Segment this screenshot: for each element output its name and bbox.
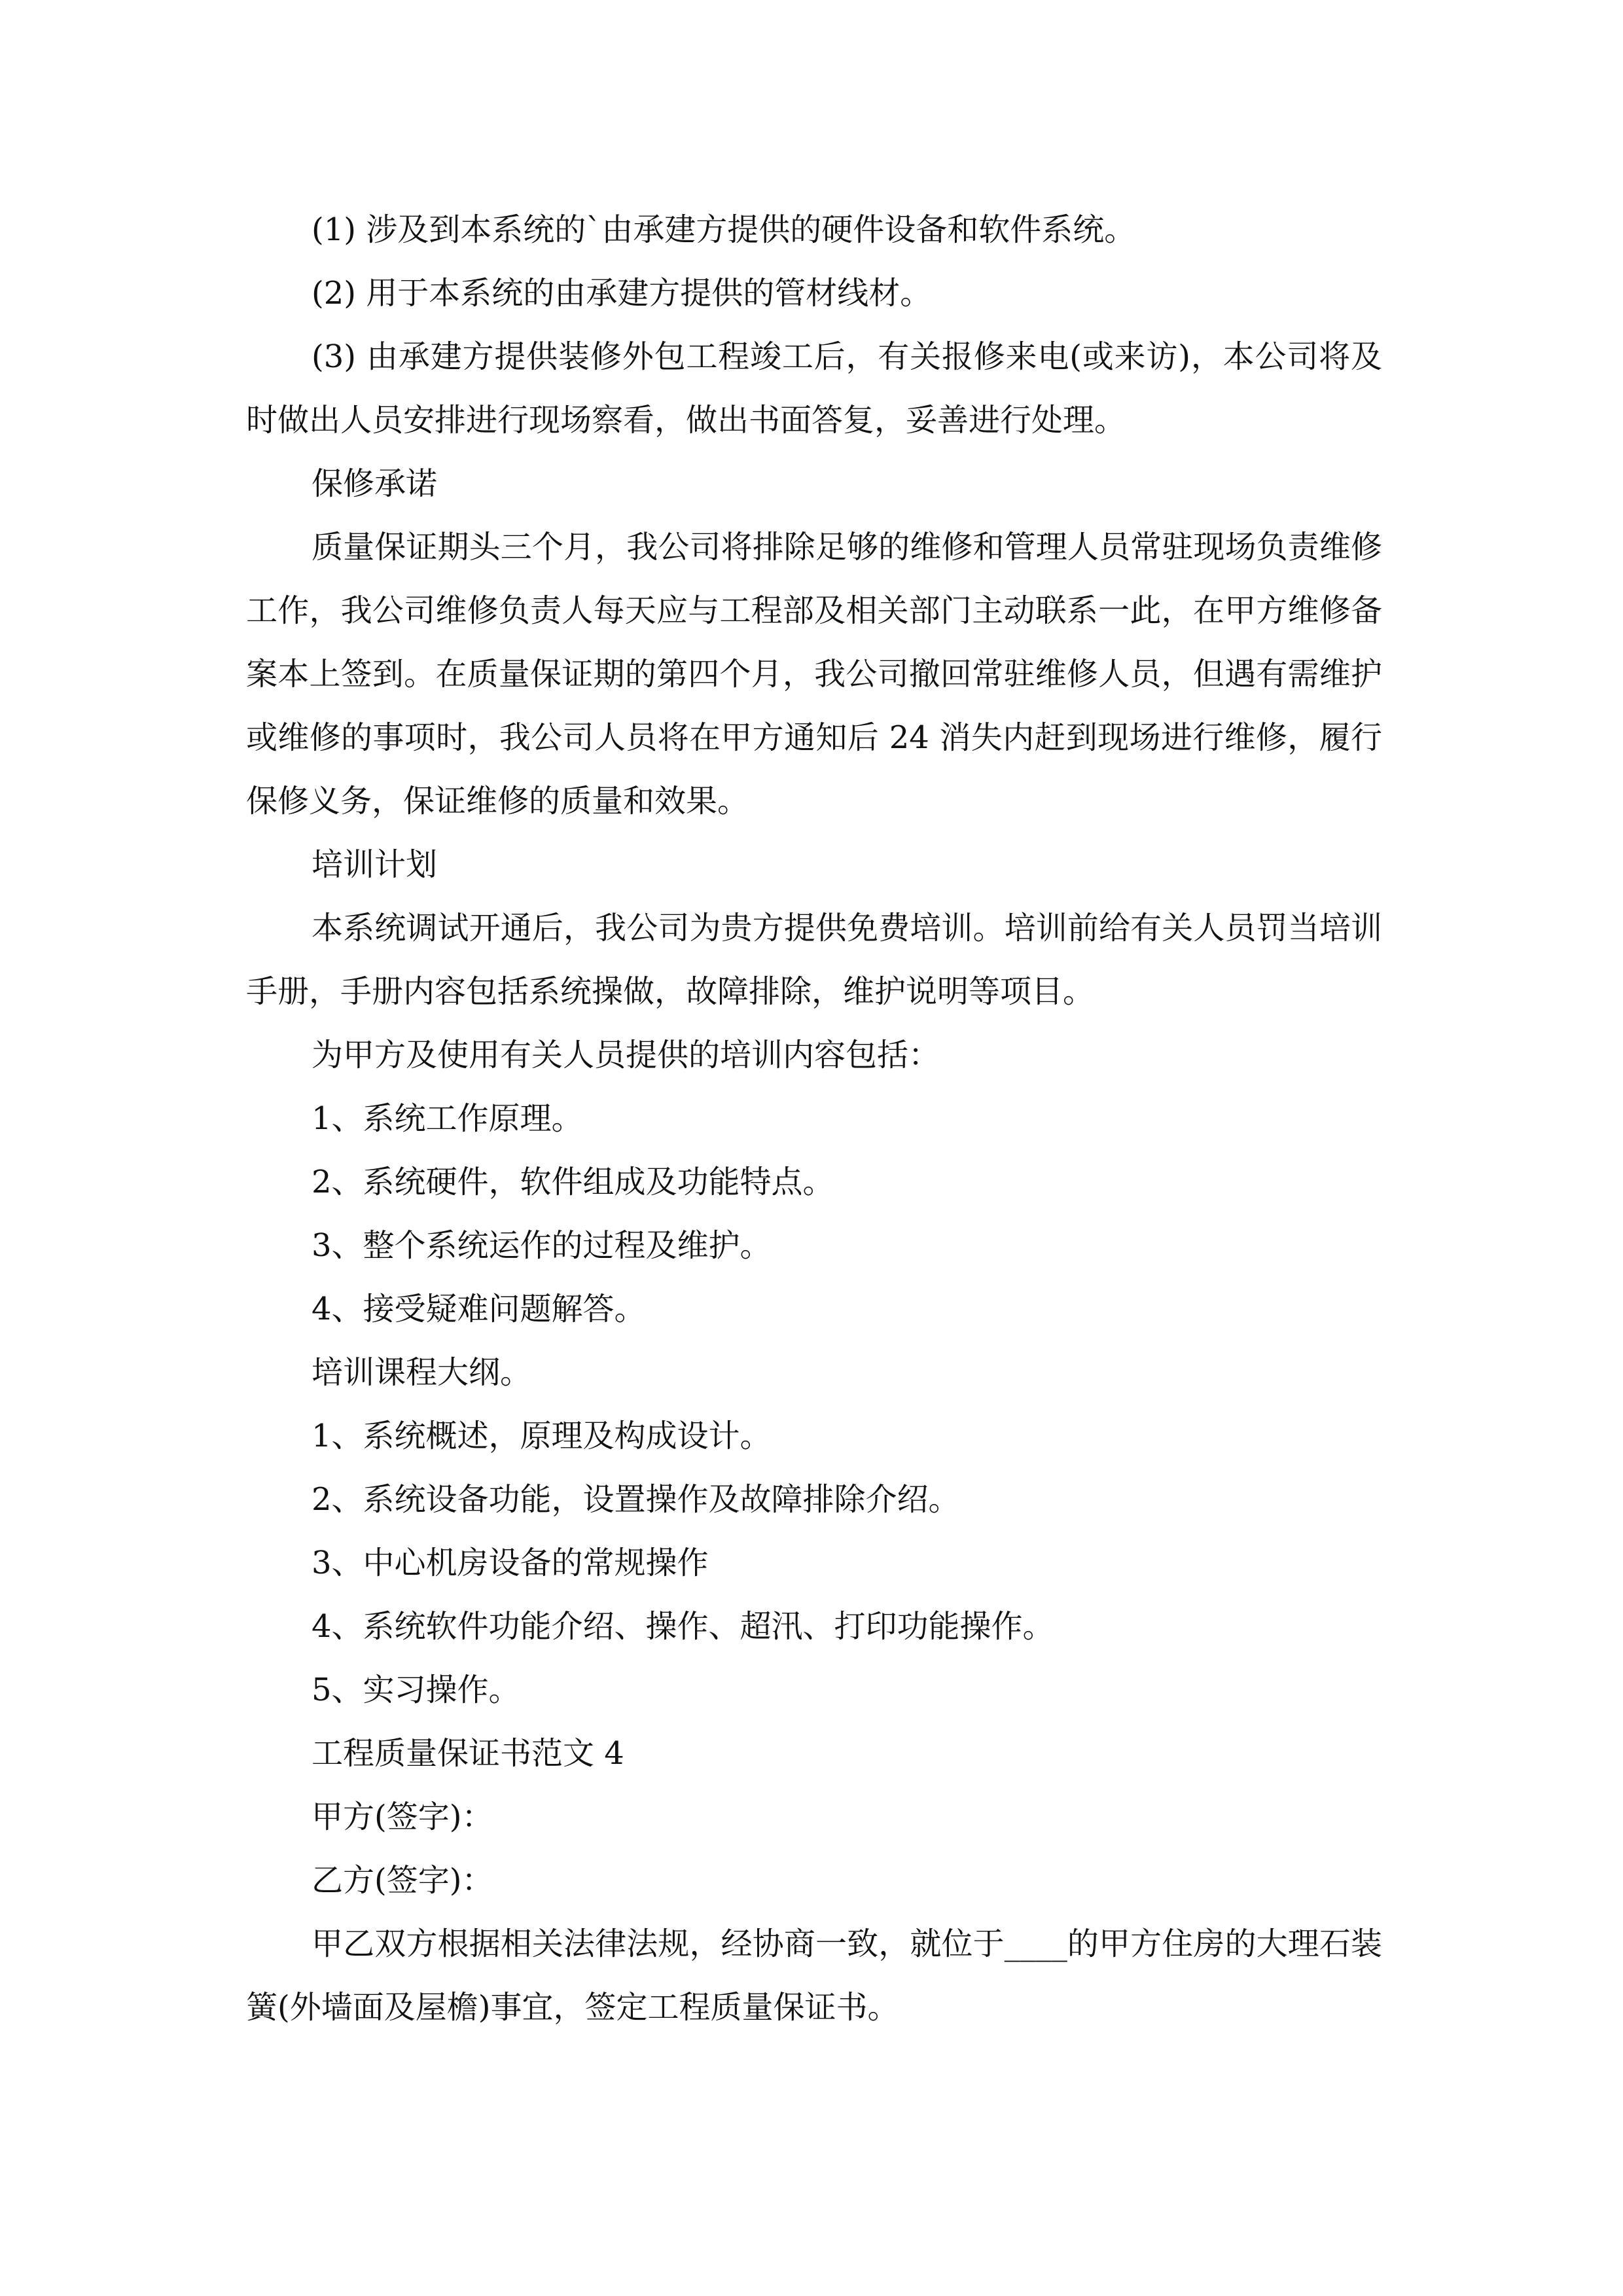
- document-subtitle: 工程质量保证书范文 4: [312, 1735, 624, 1772]
- syllabus-item-4: 4、系统软件功能介绍、操作、超汛、打印功能操作。: [312, 1608, 1054, 1645]
- training-content-item-2: 2、系统硬件，软件组成及功能特点。: [312, 1164, 834, 1200]
- agreement-paragraph: 甲乙双方根据相关法律法规，经协商一致，就位于____的甲方住房的大理石装簧(外墙面及屋檐)事宜，签定工程质量保证书。: [246, 1926, 1382, 2026]
- section-heading-training: 培训计划: [312, 846, 438, 883]
- party-b-signature: 乙方(签字)：: [312, 1862, 493, 1899]
- section-heading-syllabus: 培训课程大纲。: [312, 1354, 532, 1391]
- scope-item-3: (3) 由承建方提供装修外包工程竣工后，有关报修来电(或来访)，本公司将及时做出人员安排进行现场察看，做出书面答复，妥善进行处理。: [246, 338, 1382, 439]
- training-content-item-3: 3、整个系统运作的过程及维护。: [312, 1227, 772, 1264]
- section-heading-warranty: 保修承诺: [312, 465, 438, 502]
- training-content-item-1: 1、系统工作原理。: [312, 1100, 583, 1137]
- training-content-item-4: 4、接受疑难问题解答。: [312, 1291, 646, 1327]
- syllabus-item-3: 3、中心机房设备的常规操作: [312, 1545, 709, 1581]
- training-content-intro: 为甲方及使用有关人员提供的培训内容包括：: [312, 1037, 940, 1073]
- warranty-paragraph: 质量保证期头三个月，我公司将排除足够的维修和管理人员常驻现场负责维修工作，我公司维修负责人每天应与工程部及相关部门主动联系一此，在甲方维修备案本上签到。在质量保证期的第四个月，我公司撤回常驻维修人员，但遇有需维护或维修的事项时，我公司人员将在甲方通知后 24 消失内赶到现场进行维修，履行保修义务，保证维修的质量和效果。: [246, 529, 1382, 819]
- scope-item-1: (1) 涉及到本系统的`由承建方提供的硬件设备和软件系统。: [312, 211, 1136, 248]
- scope-item-2: (2) 用于本系统的由承建方提供的管材线材。: [312, 275, 932, 312]
- syllabus-item-5: 5、实习操作。: [312, 1672, 520, 1708]
- syllabus-item-2: 2、系统设备功能，设置操作及故障排除介绍。: [312, 1481, 960, 1518]
- training-paragraph: 本系统调试开通后，我公司为贵方提供免费培训。培训前给有关人员罚当培训手册，手册内容包括系统操做，故障排除，维护说明等项目。: [246, 910, 1382, 1010]
- syllabus-item-1: 1、系统概述，原理及构成设计。: [312, 1418, 772, 1454]
- party-a-signature: 甲方(签字)：: [312, 1799, 493, 1835]
- document-body: [246, 198, 1382, 2039]
